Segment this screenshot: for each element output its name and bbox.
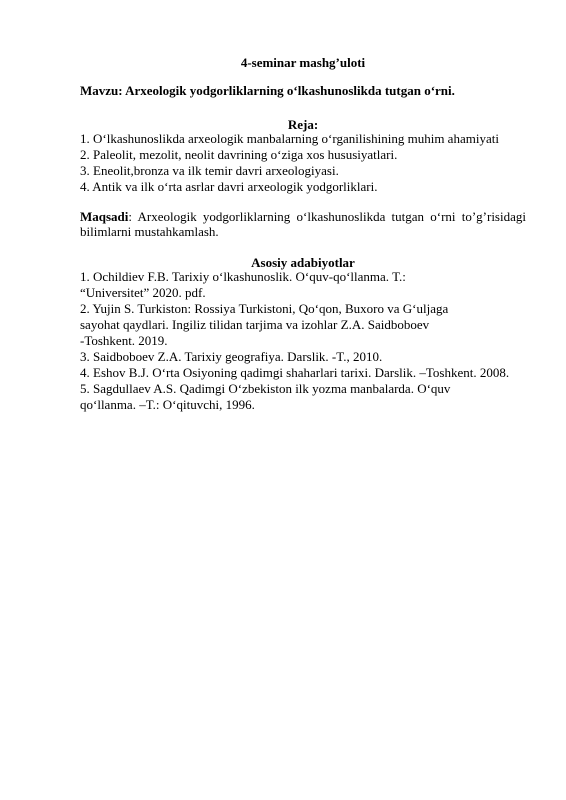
literature-line: 4. Eshov B.J. Oʻrta Osiyoning qadimgi shaharlari tarixi. Darslik. –Toshkent. 2008. [80, 365, 510, 380]
literature-heading: Asosiy adabiyotlar [251, 255, 355, 270]
literature-line: 5. Sagdullaev A.S. Qadimgi Oʻzbekiston ilk yozma manbalarda. Oʻquv [80, 381, 451, 396]
literature-line: “Universitet” 2020. pdf. [80, 285, 206, 300]
seminar-title: 4-seminar mashg’uloti [240, 55, 366, 70]
goal-text: : Arxeologik yodgorliklarning oʻlkashunoslikda tutgan oʻrni to’g’risidagi bilimlarni mustahkamlash. [80, 209, 526, 239]
literature-line: 2. Yujin S. Turkiston: Rossiya Turkistoni, Qoʻqon, Buxoro va Gʻuljaga [80, 301, 449, 316]
literature-line: -Toshkent. 2019. [80, 333, 168, 348]
literature-line: 3. Saidboboev Z.A. Tarixiy geografiya. Darslik. -T., 2010. [80, 349, 383, 364]
goal-paragraph [80, 209, 526, 239]
plan-item-1: 1. Oʻlkashunoslikda arxeologik manbalarning oʻrganilishining muhim ahamiyati [80, 131, 499, 146]
plan-item-3: 3. Eneolit,bronza va ilk temir davri arxeologiyasi. [80, 163, 339, 178]
literature-line: sayohat qaydlari. Ingiliz tilidan tarjima va izohlar Z.A. Saidboboev [80, 317, 430, 332]
plan-item-2: 2. Paleolit, mezolit, neolit davrining oʻziga xos hususiyatlari. [80, 147, 398, 162]
plan-item-4: 4. Antik va ilk oʻrta asrlar davri arxeologik yodgorliklari. [80, 179, 378, 194]
literature-line: qoʻllanma. –T.: Oʻqituvchi, 1996. [80, 397, 255, 412]
plan-heading: Reja: [287, 117, 319, 132]
goal-label: Maqsadi [80, 209, 129, 224]
topic-line: Mavzu: Arxeologik yodgorliklarning oʻlkashunoslikda tutgan oʻrni. [80, 83, 455, 98]
literature-line: 1. Ochildiev F.B. Tarixiy oʻlkashunoslik. Oʻquv-qoʻllanma. T.: [80, 269, 406, 284]
